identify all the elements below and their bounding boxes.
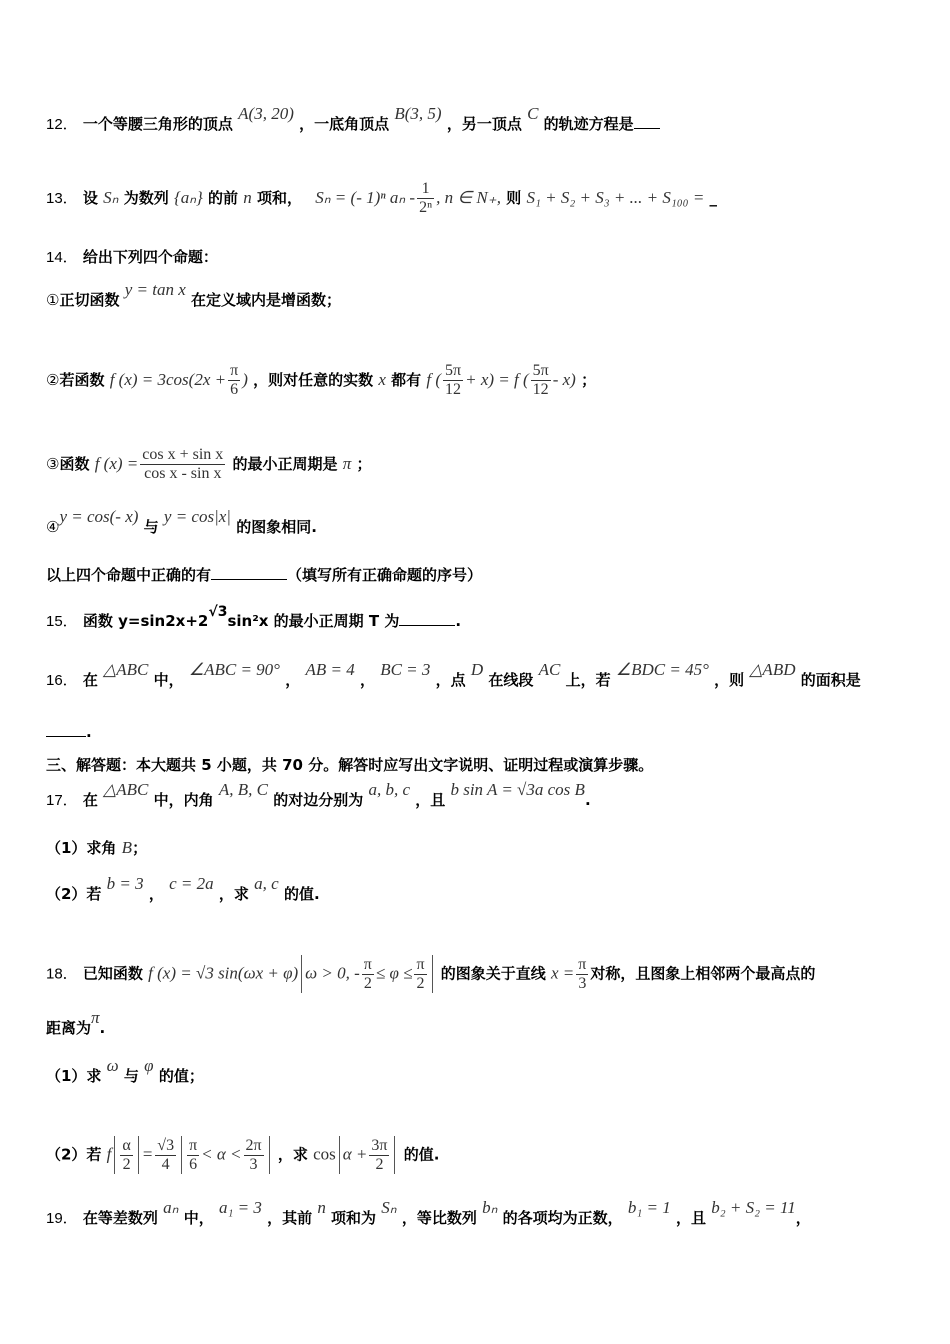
math: x = (551, 963, 575, 983)
text: 以上四个命题中正确的有 (46, 566, 212, 584)
math: a, b, c (368, 780, 410, 799)
text: 设 (82, 189, 98, 207)
text: . (99, 1019, 106, 1037)
text: ； (132, 839, 148, 857)
question-number: 12． (46, 116, 78, 133)
text: . (584, 791, 591, 809)
fraction: $\frac{5\pi}{12}$ (445, 362, 462, 398)
math: f ( (426, 370, 442, 389)
answer-blank[interactable] (211, 565, 287, 580)
answer-blank[interactable] (634, 114, 660, 129)
bracket-right (138, 1136, 139, 1174)
math: D (470, 660, 484, 679)
math: f (x) = (94, 454, 139, 473)
bracket-right (432, 955, 433, 993)
sqrt-3: √3 (208, 604, 228, 620)
text: 中， (183, 1209, 214, 1227)
bracket-right (394, 1136, 395, 1174)
math: f (x) = 3cos(2x + (109, 370, 227, 389)
question-16-continued (46, 722, 92, 742)
bracket-left (339, 1136, 340, 1174)
text: 函数 y=sin2x+2 (82, 612, 209, 630)
text: 上，若 (565, 671, 611, 689)
math: y = tan x (124, 280, 186, 299)
section-3-heading (46, 755, 653, 775)
answer-blank[interactable] (399, 611, 455, 626)
text: 的对边分别为 (273, 791, 364, 809)
fraction: $\frac{2\pi}{3}$ (245, 1136, 262, 1173)
question-number: 17． (46, 792, 78, 809)
question-17-part-2 (46, 874, 320, 904)
math: ) (242, 370, 248, 389)
math: ≤ φ ≤ (375, 963, 413, 983)
math: A(3, 20) (238, 104, 294, 123)
question-12 (46, 104, 660, 135)
math: a₁ = 3 (218, 1198, 262, 1217)
text: 的图象相同. (236, 518, 317, 536)
text: 函数 (59, 455, 90, 473)
math: AB = 4 (305, 660, 355, 679)
fraction: $\frac{\pi}{6}$ (230, 362, 239, 398)
fraction: $\frac{\pi}{3}$ (578, 955, 587, 992)
text: ， (795, 1209, 811, 1227)
math: b₁ = 1 (627, 1198, 671, 1217)
text: 与 (143, 518, 159, 536)
text: 的值. (403, 1145, 440, 1164)
text: 为数列 (123, 189, 169, 207)
math: ∠BDC = 45° (615, 660, 709, 679)
question-14-conclusion (46, 565, 482, 585)
fraction: $\frac{\pi}{2}$ (363, 955, 372, 992)
part-label: （2）若 (46, 885, 102, 903)
text: 距离为 (46, 1019, 92, 1037)
math: a, c (254, 874, 279, 893)
text: ， (359, 671, 375, 689)
math: B (121, 838, 133, 857)
text: 中， (153, 671, 184, 689)
math: - x) (552, 370, 576, 389)
marker-circled-4: ④ (46, 518, 60, 536)
question-18-part-1 (46, 1056, 204, 1086)
question-17-part-1 (46, 838, 147, 858)
math: AC (538, 660, 561, 679)
math: b = 3 (106, 874, 144, 893)
math: y = cos|x| (163, 507, 231, 526)
text: 若函数 (59, 371, 105, 389)
text: ； (581, 371, 597, 389)
math: BC = 3 (380, 660, 431, 679)
proposition-1 (46, 280, 341, 310)
text: ，求 (277, 1145, 308, 1164)
part-label: （1）求 (46, 1067, 102, 1085)
text: 的面积是 (800, 671, 861, 689)
text: ， (285, 671, 301, 689)
text: 已知函数 (82, 964, 143, 983)
text: ，则 (714, 671, 745, 689)
text: 对称，且图象上相邻两个最高点的 (590, 964, 816, 983)
question-number: 18． (46, 965, 78, 983)
text: 在定义域内是增函数； (190, 291, 341, 309)
text: 的前 (208, 189, 239, 207)
bracket-left (301, 955, 302, 993)
fraction: $\frac{1}{\text{2ⁿ}}$ (419, 180, 433, 216)
math: △ABC (103, 780, 149, 799)
fraction: $\frac{\pi}{2}$ (416, 955, 425, 992)
text: 在线段 (488, 671, 534, 689)
part-label: （1）求角 (46, 839, 117, 857)
math: B(3, 5) (394, 104, 442, 123)
math: {aₙ} (173, 188, 203, 207)
math: cos (313, 1144, 336, 1164)
proposition-3 (46, 446, 372, 483)
math: y = cos(- x) (59, 507, 139, 526)
math: x (378, 370, 386, 389)
fraction: $\frac{√3}{4}$ (157, 1136, 175, 1173)
question-14-title (46, 247, 218, 268)
math: π (342, 454, 352, 473)
math: △ABC (103, 660, 149, 679)
section-title: 三、解答题：本大题共 5 小题，共 70 分。解答时应写出文字说明、证明过程或演算步骤。 (46, 756, 654, 774)
marker-circled-1: ① (46, 291, 60, 309)
math: Sₙ = (- 1)ⁿ aₙ - (315, 188, 416, 207)
math: f (x) = √3 sin(ωx + φ) (148, 963, 299, 983)
math: C (527, 104, 539, 123)
part-label: （2）若 (46, 1145, 102, 1164)
marker-circled-3: ③ (46, 455, 60, 473)
answer-blank-text[interactable]: _ (709, 189, 718, 207)
fraction: $\frac{3\pi}{2}$ (371, 1136, 388, 1173)
marker-circled-2: ② (46, 371, 60, 389)
text: ，其前 (267, 1209, 313, 1227)
text: 的图象关于直线 (440, 964, 546, 983)
text: . (86, 723, 92, 741)
math: aₙ (163, 1198, 179, 1217)
text: ，另一顶点 (446, 115, 522, 133)
text: ，等比数列 (401, 1209, 477, 1227)
math: b sin A = √3a cos B (450, 780, 585, 799)
bracket-left (114, 1136, 115, 1174)
math: f (106, 1144, 112, 1164)
math: Sₙ (381, 1198, 397, 1217)
math: < α < (201, 1144, 242, 1164)
question-number: 16． (46, 672, 78, 689)
text: ， (148, 885, 164, 903)
text: ，一底角顶点 (299, 115, 390, 133)
text: ，且 (415, 791, 446, 809)
text: 项和为 (331, 1209, 377, 1227)
text: 在 (82, 671, 98, 689)
fraction: $\frac{\text{cos x + sin x}}{\text{cos x - sin x}}$ (142, 446, 224, 482)
math: A, B, C (218, 780, 268, 799)
bracket-right (269, 1136, 270, 1174)
text: . (455, 612, 462, 630)
text: 在 (82, 791, 98, 809)
text: 则 (506, 189, 522, 207)
text: 与 (123, 1067, 139, 1085)
math: bₙ (482, 1198, 498, 1217)
math: α + (342, 1144, 368, 1164)
text: 的最小正周期是 (232, 455, 338, 473)
fraction: $\frac{\alpha}{2}$ (122, 1136, 131, 1173)
text: （填写所有正确命题的序号） (287, 566, 483, 584)
text: ； (356, 455, 372, 473)
math: n (243, 188, 252, 207)
text: sin²x 的最小正周期 T 为 (227, 612, 400, 630)
question-18-continued (46, 1008, 106, 1038)
math: = (141, 1144, 154, 1164)
proposition-4 (46, 507, 317, 537)
math: ω > 0, - (305, 963, 360, 983)
math: π (91, 1008, 100, 1027)
question-17 (46, 780, 591, 811)
text: ，求 (218, 885, 249, 903)
math: S₁ + S₂ + S₃ + ... + S₁₀₀ = (526, 188, 705, 207)
bracket-left (181, 1136, 182, 1174)
math: φ (144, 1056, 154, 1075)
text: 的值； (158, 1067, 204, 1085)
text: ，且 (675, 1209, 706, 1227)
answer-blank[interactable] (46, 722, 86, 737)
math: △ABD (749, 660, 796, 679)
question-number: 15． (46, 613, 78, 630)
question-13 (46, 180, 717, 217)
math: b₂ + S₂ = 11 (711, 1198, 796, 1217)
math: + x) = f ( (465, 370, 529, 389)
math: , n ∈ N₊, (436, 188, 501, 207)
fraction: $\frac{5\pi}{12}$ (532, 362, 549, 398)
fraction: $\frac{\pi}{6}$ (189, 1136, 198, 1173)
question-number: 19． (46, 1210, 78, 1227)
math: c = 2a (169, 874, 214, 893)
text: 项和， (257, 189, 303, 207)
text: 一个等腰三角形的顶点 (82, 115, 233, 133)
text: 都有 (391, 371, 422, 389)
text: ，则对任意的实数 (253, 371, 374, 389)
proposition-2 (46, 362, 596, 399)
text: 在等差数列 (82, 1209, 158, 1227)
math: ∠ABC = 90° (188, 660, 280, 679)
question-number: 14． (46, 249, 78, 266)
text: 的各项均为正数， (502, 1209, 623, 1227)
text: 的轨迹方程是 (543, 115, 634, 133)
text: ，点 (435, 671, 466, 689)
text: 给出下列四个命题： (82, 248, 218, 266)
math: Sₙ (103, 188, 119, 207)
question-15 (46, 604, 462, 632)
question-16 (46, 660, 861, 691)
question-number: 13． (46, 190, 78, 207)
text: 正切函数 (59, 291, 120, 309)
question-18 (46, 955, 815, 993)
math: n (317, 1198, 326, 1217)
text: 中，内角 (153, 791, 214, 809)
question-18-part-2 (46, 1136, 439, 1174)
text: 的值. (283, 885, 320, 903)
question-19 (46, 1198, 811, 1229)
math: ω (106, 1056, 119, 1075)
